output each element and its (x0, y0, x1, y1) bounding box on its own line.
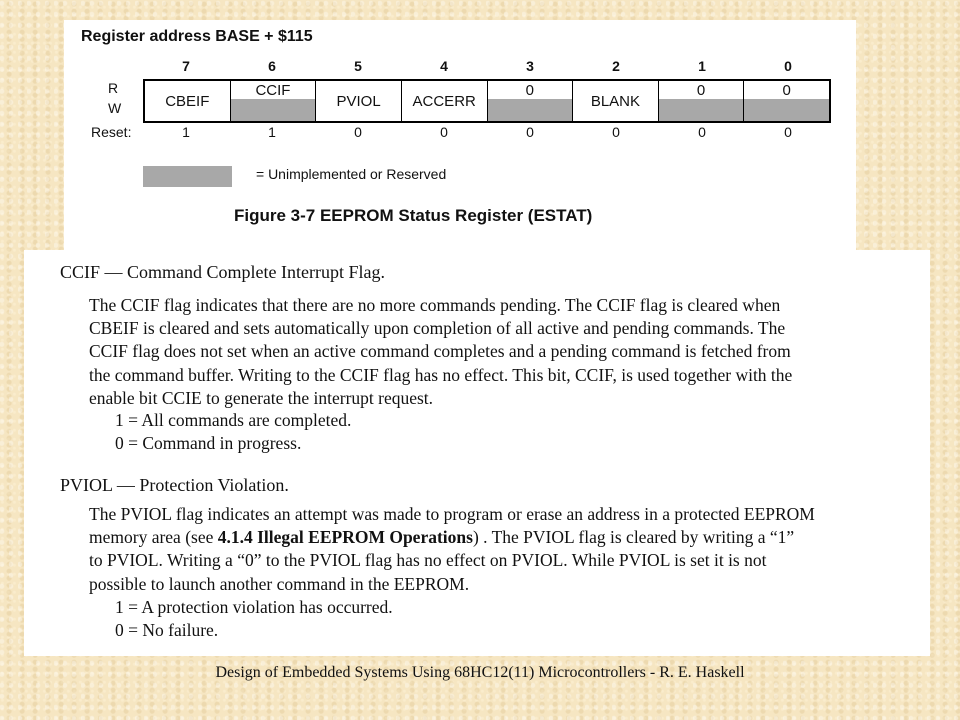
ccif-paragraph (89, 294, 792, 410)
figure-caption: Figure 3-7 EEPROM Status Register (ESTAT) (234, 206, 593, 225)
bit-number: 5 (354, 58, 362, 74)
unimplemented-shade (231, 99, 316, 121)
cross-reference: 4.1.4 Illegal EEPROM Operations (217, 527, 473, 548)
ccif-heading: CCIF — Command Complete Interrupt Flag. (60, 262, 385, 282)
pviol-value-0: 0 = No failure. (115, 620, 219, 640)
reset-value: 0 (784, 124, 792, 140)
bit-number: 7 (182, 58, 190, 74)
row-label-write: W (108, 100, 122, 116)
field-label: CBEIF (165, 92, 210, 110)
ccif-value-0: 0 = Command in progress. (115, 433, 302, 453)
field-cbeif (145, 81, 231, 121)
paragraph-line: possible to launch another command in the EEPROM. (89, 573, 470, 594)
field-bit0 (744, 81, 829, 121)
field-label: 0 (488, 81, 573, 101)
reset-value: 1 (182, 124, 190, 140)
field-label: BLANK (590, 92, 641, 110)
field-pviol (316, 81, 402, 121)
reset-value: 0 (526, 124, 534, 140)
paragraph-line: The CCIF flag indicates that there are no more commands pending. The CCIF flag is cleared when (89, 295, 781, 315)
row-label-read: R (108, 80, 119, 96)
paragraph-text: memory area (see (89, 527, 218, 548)
pviol-paragraph (89, 503, 815, 596)
slide-footer: Design of Embedded Systems Using 68HC12(11) Microcontrollers - R. E. Haskell (215, 664, 745, 681)
field-label: PVIOL (336, 92, 381, 110)
reset-value: 0 (612, 124, 620, 140)
bit-number: 0 (784, 58, 792, 74)
unimplemented-shade (659, 99, 744, 121)
field-label: CCIF (231, 81, 316, 101)
field-ccif (231, 81, 317, 121)
paragraph-line: to PVIOL. Writing a “0” to the PVIOL flag has no effect on PVIOL. While PVIOL is set it is not (89, 550, 767, 571)
reset-value: 0 (440, 124, 448, 140)
reset-value: 0 (698, 124, 706, 140)
bit-number: 6 (268, 58, 276, 74)
bit-number: 3 (526, 58, 534, 74)
reset-label: Reset: (91, 124, 132, 140)
paragraph-text: ) . The PVIOL flag is cleared by writing a “1” (472, 527, 795, 548)
paragraph-line (89, 526, 815, 549)
register-address: Register address BASE + $115 (81, 28, 313, 45)
field-blank (573, 81, 659, 121)
ccif-value-1: 1 = All commands are completed. (115, 410, 352, 430)
paragraph-line: the command buffer. Writing to the CCIF flag has no effect. This bit, CCIF, is used together with the (89, 364, 793, 385)
paragraph-line: enable bit CCIE to generate the interrupt request. (89, 387, 434, 408)
unimplemented-shade (744, 99, 829, 121)
paragraph-line: The PVIOL flag indicates an attempt was made to program or erase an address in a protected EEPROM (89, 504, 815, 524)
pviol-heading: PVIOL — Protection Violation. (60, 475, 289, 495)
paragraph-line: CCIF flag does not set when an active command completes and a pending command is fetched from (89, 341, 791, 362)
bit-number: 4 (440, 58, 448, 74)
paragraph-line: CBEIF is cleared and sets automatically upon completion of all active and pending commands. The (89, 318, 786, 339)
field-bit3 (488, 81, 574, 121)
field-label: 0 (744, 81, 829, 101)
field-label: ACCERR (412, 92, 476, 110)
field-bit1 (659, 81, 745, 121)
pviol-value-1: 1 = A protection violation has occurred. (115, 597, 393, 617)
reset-value: 0 (354, 124, 362, 140)
unimplemented-shade (488, 99, 573, 121)
bit-number: 2 (612, 58, 620, 74)
field-label: 0 (659, 81, 744, 101)
field-accerr (402, 81, 488, 121)
legend-text: = Unimplemented or Reserved (256, 166, 447, 182)
reset-value: 1 (268, 124, 276, 140)
bit-number: 1 (698, 58, 706, 74)
legend-swatch (143, 166, 232, 187)
register-table (143, 79, 831, 123)
